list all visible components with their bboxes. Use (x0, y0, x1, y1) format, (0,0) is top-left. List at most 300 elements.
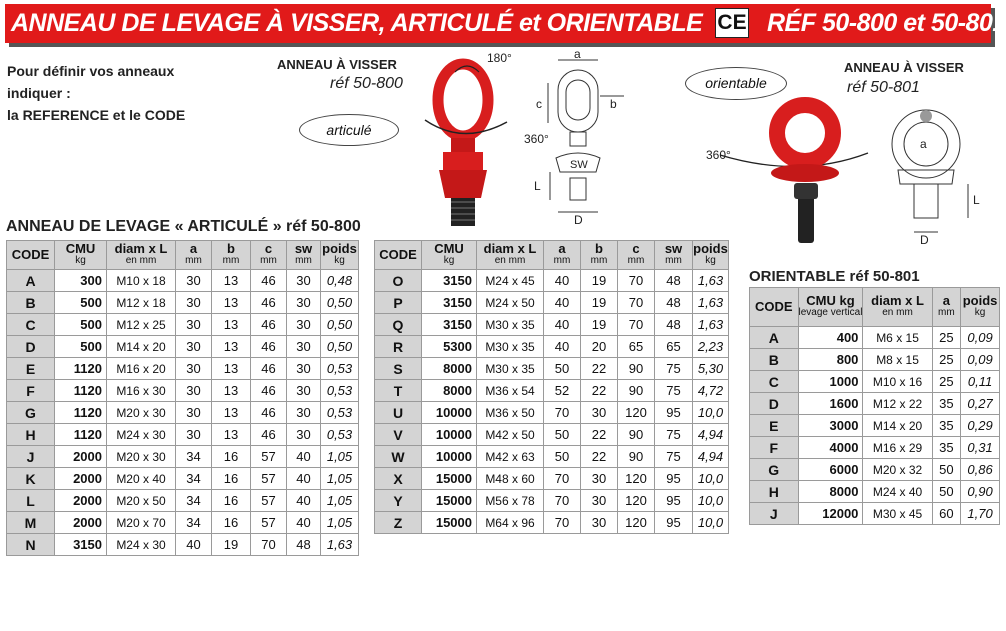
table-cell: 57 (251, 468, 287, 490)
column-header-unit: mm (627, 255, 645, 266)
table-cell: 0,90 (961, 481, 1000, 503)
orientable-eyebolt-illustration (700, 95, 880, 255)
table-cell: 0,29 (961, 415, 1000, 437)
table-cell: 16 (212, 446, 251, 468)
column-header-unit: mm (222, 255, 240, 266)
table-row (750, 415, 1000, 437)
table-cell: 0,09 (961, 349, 1000, 371)
table-cell: 15000 (422, 512, 477, 534)
table-cell: M30 x 35 (477, 314, 544, 336)
table-cell: 30 (176, 402, 212, 424)
table-row (7, 292, 359, 314)
table3-title: ORIENTABLE réf 50-801 (749, 268, 920, 285)
table-cell: 500 (55, 336, 107, 358)
table-cell: 75 (655, 424, 693, 446)
table-cell: 35 (932, 393, 960, 415)
table-row (750, 437, 1000, 459)
table-cell: 22 (581, 446, 618, 468)
table-cell: 800 (798, 349, 863, 371)
table-cell: M36 x 54 (477, 380, 544, 402)
column-header (176, 241, 212, 270)
table-cell: D (7, 336, 55, 358)
table-cell: 65 (618, 336, 655, 358)
table-cell: 22 (581, 358, 618, 380)
dim-c-label: c (536, 97, 542, 111)
table-cell: 60 (932, 503, 960, 525)
table-cell: Y (375, 490, 422, 512)
table-cell: 13 (212, 424, 251, 446)
table-cell: S (375, 358, 422, 380)
table-cell: 13 (212, 336, 251, 358)
table-cell: 13 (212, 358, 251, 380)
table-cell: 10000 (422, 446, 477, 468)
column-header-label: sw (664, 241, 683, 256)
column-header (693, 241, 729, 270)
table-cell: 6000 (798, 459, 863, 481)
table-cell: 34 (176, 446, 212, 468)
table-cell: 30 (581, 490, 618, 512)
table-cell: A (7, 270, 55, 292)
table-cell: M20 x 30 (107, 402, 176, 424)
table-cell: J (750, 503, 799, 525)
table-cell: 16 (212, 490, 251, 512)
column-header-label: diam x L (114, 241, 168, 256)
table-cell: M24 x 45 (477, 270, 544, 292)
table-cell: 22 (581, 424, 618, 446)
table-cell: M24 x 40 (863, 481, 932, 503)
table-cell: 1120 (55, 358, 107, 380)
table-cell: 50 (932, 459, 960, 481)
table-row (750, 459, 1000, 481)
dim-a-label: a (920, 137, 927, 151)
table-cell: 400 (798, 327, 863, 349)
swivel-ring (438, 64, 488, 136)
table-row (375, 270, 729, 292)
column-header-label: a (942, 293, 950, 308)
table-cell: F (7, 380, 55, 402)
column-header (375, 241, 422, 270)
table-header-row (375, 241, 729, 270)
column-header-label: CMU kg (806, 293, 855, 308)
table-cell: 25 (932, 371, 960, 393)
table-cell: N (7, 534, 55, 556)
column-header-unit: mm (295, 255, 312, 266)
table-cell: 50 (544, 424, 581, 446)
table-cell: M64 x 96 (477, 512, 544, 534)
table-cell: 30 (287, 424, 321, 446)
table-cell: M24 x 50 (477, 292, 544, 314)
intro-line-1: Pour définir vos anneaux (7, 63, 175, 79)
column-header (961, 288, 1000, 327)
table-cell: 46 (251, 336, 287, 358)
table-cell: 40 (544, 292, 581, 314)
swivel-eyebolt-illustration (395, 50, 535, 230)
table-row (750, 393, 1000, 415)
table-cell: M12 x 18 (107, 292, 176, 314)
table-cell: 0,53 (321, 358, 359, 380)
articule-badge: articulé (299, 114, 399, 146)
table-cell: 25 (932, 349, 960, 371)
table-row (375, 468, 729, 490)
table-row (375, 424, 729, 446)
column-header (107, 241, 176, 270)
table-cell: 75 (655, 380, 693, 402)
table-cell: 57 (251, 512, 287, 534)
ce-mark: CE (715, 8, 749, 38)
table-cell: 70 (544, 512, 581, 534)
table-cell: G (750, 459, 799, 481)
table-row (375, 512, 729, 534)
column-header-unit: mm (185, 255, 202, 266)
table-row (7, 424, 359, 446)
table-cell: 50 (544, 358, 581, 380)
table-row (375, 358, 729, 380)
technical-drawing-800 (524, 47, 640, 228)
column-header-label: a (558, 241, 566, 256)
table-row (375, 402, 729, 424)
table-cell: 30 (176, 292, 212, 314)
table-cell: 10,0 (693, 402, 729, 424)
dim-d-label: D (574, 213, 583, 227)
table-cell: 10,0 (693, 512, 729, 534)
table-cell: H (750, 481, 799, 503)
table-cell: 34 (176, 468, 212, 490)
table-cell: M20 x 32 (863, 459, 932, 481)
table-cell: 1,05 (321, 468, 359, 490)
intro-line-3: la REFERENCE et le CODE (7, 107, 186, 123)
table-cell: 40 (176, 534, 212, 556)
table-cell: 1,05 (321, 446, 359, 468)
table-cell: 46 (251, 314, 287, 336)
table-cell: M14 x 20 (107, 336, 176, 358)
table-cell: G (7, 402, 55, 424)
table-cell: 1,70 (961, 503, 1000, 525)
table-cell: 500 (55, 314, 107, 336)
table-cell: 2000 (55, 446, 107, 468)
table-cell: 3000 (798, 415, 863, 437)
table-cell: U (375, 402, 422, 424)
table-cell: 30 (287, 292, 321, 314)
column-header (251, 241, 287, 270)
table-row (750, 327, 1000, 349)
table-header-row (7, 241, 359, 270)
table-cell: 0,53 (321, 380, 359, 402)
table-cell: Z (375, 512, 422, 534)
table-cell: 95 (655, 512, 693, 534)
table-cell: M12 x 22 (863, 393, 932, 415)
table-cell: 0,50 (321, 336, 359, 358)
reference-title: RÉF 50-800 et 50-801 (767, 9, 1006, 37)
table-cell: 1000 (798, 371, 863, 393)
table-cell: 46 (251, 358, 287, 380)
column-header-label: CMU (434, 241, 464, 256)
table-cell: 13 (212, 270, 251, 292)
table-cell: Q (375, 314, 422, 336)
product-801-label: ANNEAU À VISSER (844, 60, 964, 75)
table-cell: 30 (287, 358, 321, 380)
dim-l-label: L (973, 193, 980, 207)
column-header-label: CODE (379, 247, 417, 262)
table-cell: M30 x 35 (477, 358, 544, 380)
table-cell: 40 (544, 270, 581, 292)
table-cell: 90 (618, 424, 655, 446)
column-header-unit: en mm (882, 307, 913, 318)
table-cell: 5,30 (693, 358, 729, 380)
column-header-unit: kg (75, 255, 86, 266)
table-row (375, 314, 729, 336)
table-cell: H (7, 424, 55, 446)
table-cell: 4,72 (693, 380, 729, 402)
table-cell: 3150 (422, 292, 477, 314)
table-cell: 95 (655, 402, 693, 424)
table-cell: 90 (618, 358, 655, 380)
column-header-unit: mm (260, 255, 277, 266)
table-cell: 0,50 (321, 314, 359, 336)
table-row (375, 490, 729, 512)
column-header (544, 241, 581, 270)
column-header (55, 241, 107, 270)
table-cell: 0,53 (321, 402, 359, 424)
table-cell: M14 x 20 (863, 415, 932, 437)
table-cell: M16 x 30 (107, 380, 176, 402)
table-cell: 2000 (55, 512, 107, 534)
table-header-row (750, 288, 1000, 327)
table-cell: 70 (618, 292, 655, 314)
table-row (7, 336, 359, 358)
column-header (212, 241, 251, 270)
table-cell: M30 x 35 (477, 336, 544, 358)
table-row (7, 402, 359, 424)
column-header-unit: mm (938, 307, 955, 318)
dim-d-label: D (920, 233, 929, 247)
table-row (7, 512, 359, 534)
table-row (750, 349, 1000, 371)
table-cell: 57 (251, 490, 287, 512)
table-cell: 40 (544, 314, 581, 336)
orientable-base (771, 164, 839, 182)
column-header (422, 241, 477, 270)
column-header-unit: en mm (125, 255, 157, 266)
table-cell: 30 (581, 468, 618, 490)
table-row (7, 380, 359, 402)
table-cell: T (375, 380, 422, 402)
table-cell: M20 x 40 (107, 468, 176, 490)
column-header-unit: mm (590, 255, 608, 266)
column-header (581, 241, 618, 270)
table-cell: 40 (287, 512, 321, 534)
dim-sw-label: SW (570, 159, 588, 171)
column-header-label: b (595, 241, 603, 256)
table-cell: 48 (655, 292, 693, 314)
table-cell: 46 (251, 292, 287, 314)
column-header-label: poids (962, 293, 998, 308)
column-header-label: a (189, 241, 198, 256)
table-cell: 1120 (55, 424, 107, 446)
table-cell: 0,27 (961, 393, 1000, 415)
table-cell: 15000 (422, 468, 477, 490)
column-header-label: b (227, 241, 235, 256)
table-cell: X (375, 468, 422, 490)
column-header (863, 288, 932, 327)
column-header-unit: kg (334, 255, 345, 266)
table-cell: J (7, 446, 55, 468)
page-title: ANNEAU DE LEVAGE À VISSER, ARTICULÉ et ORIENTABLE (11, 9, 703, 37)
table-cell: 15000 (422, 490, 477, 512)
table-cell: 4,94 (693, 446, 729, 468)
table-cell: 90 (618, 380, 655, 402)
swivel-base (443, 152, 483, 170)
table-cell: 22 (581, 380, 618, 402)
table-cell: 1,63 (693, 292, 729, 314)
table-cell: 70 (618, 314, 655, 336)
orientable-ring (777, 105, 833, 161)
table-cell: 13 (212, 314, 251, 336)
table-cell: 0,48 (321, 270, 359, 292)
table-cell: 1,05 (321, 512, 359, 534)
table-cell: 120 (618, 512, 655, 534)
table-row (750, 503, 1000, 525)
table-cell: 10,0 (693, 468, 729, 490)
column-header-unit: mm (553, 255, 571, 266)
intro-line-2: indiquer : (7, 85, 71, 101)
table-cell: 30 (581, 402, 618, 424)
cap-screw-head (794, 183, 818, 199)
table-row (750, 371, 1000, 393)
table-cell: L (7, 490, 55, 512)
table-cell: 95 (655, 490, 693, 512)
table-cell: 0,50 (321, 292, 359, 314)
table-row (7, 270, 359, 292)
product-801-ref: réf 50-801 (847, 79, 920, 96)
table-cell: 16 (212, 512, 251, 534)
column-header-label: CODE (754, 299, 793, 314)
table-cell: 34 (176, 512, 212, 534)
table-cell: M42 x 50 (477, 424, 544, 446)
table-cell: 0,53 (321, 424, 359, 446)
column-header-label: diam x L (871, 293, 924, 308)
table-cell: 20 (581, 336, 618, 358)
column-header-label: sw (294, 241, 313, 256)
column-header-unit: kg (443, 255, 455, 266)
column-header (321, 241, 359, 270)
table-cell: 34 (176, 490, 212, 512)
table-cell: 30 (287, 336, 321, 358)
table-cell: B (7, 292, 55, 314)
table-cell: 50 (932, 481, 960, 503)
table-cell: 30 (176, 380, 212, 402)
table-cell: 12000 (798, 503, 863, 525)
table-cell: 46 (251, 270, 287, 292)
table-cell: W (375, 446, 422, 468)
table-row (7, 446, 359, 468)
table-cell: M48 x 60 (477, 468, 544, 490)
table-cell: 2000 (55, 468, 107, 490)
technical-drawing-801 (878, 108, 988, 248)
product-800-ref: réf 50-800 (330, 75, 403, 92)
table-cell: M16 x 20 (107, 358, 176, 380)
table-cell: 5300 (422, 336, 477, 358)
column-header-label: CMU (65, 241, 96, 256)
table-cell: M (7, 512, 55, 534)
table-cell: 75 (655, 358, 693, 380)
table-cell: 90 (618, 446, 655, 468)
table-cell: 70 (544, 402, 581, 424)
table-cell: R (375, 336, 422, 358)
column-header-unit: levage vertical (798, 307, 863, 318)
table-cell: 0,09 (961, 327, 1000, 349)
column-header-unit: en mm (494, 255, 526, 266)
table-cell: M16 x 29 (863, 437, 932, 459)
table-cell: K (7, 468, 55, 490)
table-cell: 48 (655, 314, 693, 336)
column-header (932, 288, 960, 327)
table-cell: M20 x 70 (107, 512, 176, 534)
column-header-label: CODE (11, 247, 50, 262)
hatched-section (920, 110, 932, 122)
table-cell: M24 x 30 (107, 424, 176, 446)
table-cell: 25 (932, 327, 960, 349)
table-cell: 500 (55, 292, 107, 314)
table1-title: ANNEAU DE LEVAGE « ARTICULÉ » réf 50-800 (6, 218, 361, 235)
table-cell: 2,23 (693, 336, 729, 358)
table-row (7, 468, 359, 490)
table-cell: M10 x 16 (863, 371, 932, 393)
table-cell: M8 x 15 (863, 349, 932, 371)
table-cell: 40 (544, 336, 581, 358)
column-header (7, 241, 55, 270)
table-cell: 10000 (422, 402, 477, 424)
table-cell: 30 (176, 336, 212, 358)
table-cell: 30 (176, 314, 212, 336)
column-header-unit: mm (665, 255, 682, 266)
table-cell: 70 (251, 534, 287, 556)
table-cell: O (375, 270, 422, 292)
table-row (375, 292, 729, 314)
column-header (287, 241, 321, 270)
column-header-label: diam x L (483, 241, 537, 256)
table-cell: 30 (287, 314, 321, 336)
table-cell: 1,63 (693, 314, 729, 336)
product-800-label: ANNEAU À VISSER (277, 57, 397, 72)
table-cell: M24 x 30 (107, 534, 176, 556)
table-cell: M12 x 25 (107, 314, 176, 336)
table-cell: 30 (176, 358, 212, 380)
table-row (7, 534, 359, 556)
table-cell: 70 (618, 270, 655, 292)
table-cell: 52 (544, 380, 581, 402)
table-cell: 57 (251, 446, 287, 468)
table-cell: 1,63 (321, 534, 359, 556)
column-header (798, 288, 863, 327)
table-cell: 8000 (422, 358, 477, 380)
table-cell: 1600 (798, 393, 863, 415)
table-cell: 120 (618, 490, 655, 512)
table-cell: 10000 (422, 424, 477, 446)
table-cell: 120 (618, 402, 655, 424)
table-cell: P (375, 292, 422, 314)
table-cell: 0,86 (961, 459, 1000, 481)
orientable-badge: orientable (685, 67, 787, 100)
table-cell: 300 (55, 270, 107, 292)
table-cell: 46 (251, 402, 287, 424)
table-cell: 0,31 (961, 437, 1000, 459)
table-cell: 1120 (55, 402, 107, 424)
rotation-360-label: 360° (524, 132, 549, 146)
table-cell: 0,11 (961, 371, 1000, 393)
table-cell: C (7, 314, 55, 336)
table-cell: M10 x 18 (107, 270, 176, 292)
table-cell: 48 (655, 270, 693, 292)
